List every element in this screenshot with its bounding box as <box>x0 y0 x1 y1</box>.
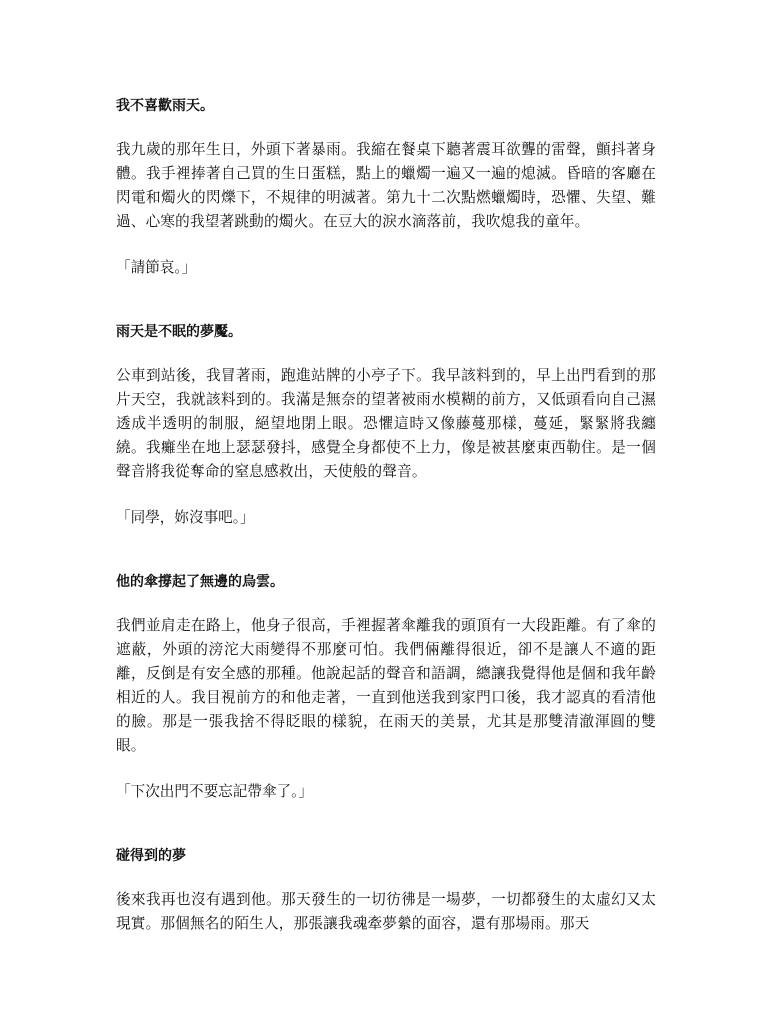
section-paragraph: 我九歲的那年生日，外頭下著暴雨。我縮在餐桌下聽著震耳欲聾的雷聲，顫抖著身體。我手裡捧著自己買的生日蛋糕，點上的蠟燭一遍又一遍的熄滅。昏暗的客廳在閃電和燭火的閃爍下，不規律的明滅著。第九十二次點燃蠟燭時，恐懼、失望、難過、心寒的我望著跳動的燭火。在豆大的淚水滴落前，我吹熄我的童年。 <box>116 141 656 230</box>
section-heading: 我不喜歡雨天。 <box>116 98 214 114</box>
document-page <box>116 94 656 936</box>
section-paragraph: 公車到站後，我冒著雨，跑進站牌的小亭子下。我早該料到的，早上出門看到的那片天空，我就該料到的。我滿是無奈的望著被雨水模糊的前方，又低頭看向自己濕透成半透明的制服，絕望地閉上眼。恐懼這時又像藤蔓那樣，蔓延，緊緊將我纏繞。我癱坐在地上瑟瑟發抖，感覺全身都使不上力，像是被甚麼東西勒住。是一個聲音將我從奪命的窒息感救出，天使般的聲音。 <box>116 367 656 480</box>
section-heading: 碰得到的夢 <box>116 848 186 864</box>
dialogue-quote: 「下次出門不要忘記帶傘了。」 <box>116 783 314 800</box>
dialogue-quote: 「同學，妳沒事吧。」 <box>116 509 255 526</box>
section-paragraph: 我們並肩走在路上，他身子很高，手裡握著傘離我的頭頂有一大段距離。有了傘的遮蔽，外頭的滂沱大雨變得不那麼可怕。我們倆離得很近，卻不是讓人不適的距離，反倒是有安全感的那種。他說起話的聲音和語調，總讓我覺得他是個和我年齡相近的人。我目視前方的和他走著，一直到他送我到家門口後，我才認真的看清他的臉。那是一張我捨不得眨眼的樣貌，在雨天的美景，尤其是那雙清澈渾圓的雙眼。 <box>116 617 656 754</box>
section-heading: 雨天是不眠的夢魘。 <box>116 324 242 340</box>
dialogue-quote: 「請節哀。」 <box>116 259 197 276</box>
section-paragraph: 後來我再也沒有遇到他。那天發生的一切彷彿是一場夢，一切都發生的太虛幻又太現實。那個無名的陌生人，那張讓我魂牽夢縈的面容，還有那場雨。那天 <box>116 891 656 932</box>
section-heading: 他的傘撐起了無邊的烏雲。 <box>116 574 284 590</box>
